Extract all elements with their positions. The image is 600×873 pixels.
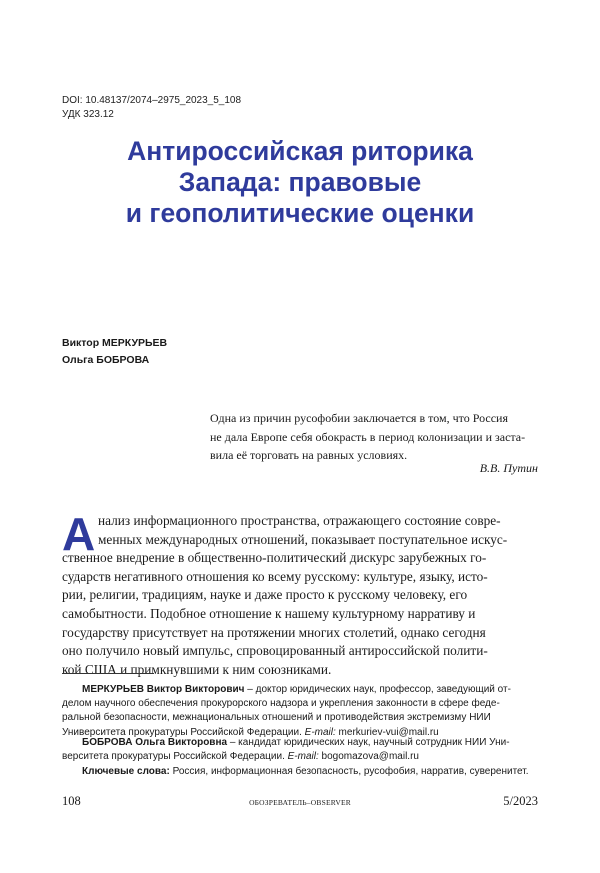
author-full-name: МЕРКУРЬЕВ Виктор Викторович (82, 684, 245, 695)
drop-cap: А (62, 508, 96, 560)
journal-name: ОБОЗРЕВАТЕЛЬ–OBSERVER (249, 798, 351, 807)
authors (62, 335, 167, 369)
email-label: E-mail: (304, 726, 336, 738)
email-address[interactable]: merkuriev-vui@mail.ru (335, 726, 439, 738)
abstract (62, 508, 538, 679)
doi: DOI: 10.48137/2074–2975_2023_5_108 (62, 95, 242, 106)
abstract-line: рии, религии, традициям, науке и даже просто к русскому человеку, его (62, 587, 468, 603)
abstract-line: нализ информационного пространства, отражающего состояние совре- (98, 513, 501, 528)
keywords-text: Россия, информационная безопасность, русофобия, нарратив, суверенитет. (169, 766, 529, 777)
author-note-text: – доктор юридических наук, профессор, заведующий от- (244, 684, 511, 695)
page-number: 108 (62, 794, 81, 808)
author-full-name: БОБРОВА Ольга Викторовна (82, 737, 228, 748)
abstract-line: государству присутствует на протяжении многих столетий, однако сегодня (62, 624, 486, 640)
footnote-divider (62, 673, 154, 674)
keywords-label: Ключевые слова: (82, 766, 170, 777)
title-line: Запада: правовые (178, 167, 422, 197)
udk-code: УДК 323.12 (62, 109, 114, 120)
author-note-merkuriev (62, 683, 538, 740)
epigraph-line: не дала Европе себя обокрасть в период колонизации и заста- (210, 429, 526, 444)
title-line: и геополитические оценки (125, 198, 475, 228)
epigraph-line: вила её торговать на равных условиях. (210, 448, 408, 462)
epigraph-line: Одна из причин русофобии заключается в том, что Россия (210, 411, 508, 425)
author-note-text: Университета прокуратуры Российской Федерации. (62, 726, 305, 738)
epigraph-author: В.В. Путин (479, 461, 538, 475)
article-title (40, 136, 560, 229)
abstract-line: оно получило новый импульс, спровоцированный антироссийской полити- (62, 643, 488, 659)
author-note-text: – кандидат юридических наук, научный сотрудник НИИ Уни- (227, 737, 510, 748)
keywords (62, 765, 538, 779)
email-label: E-mail: (287, 751, 319, 763)
abstract-line: менных международных отношений, показывает поступательное искус- (98, 531, 508, 547)
author-note-text: ральной безопасности, межнациональных отношений и противодействия экстремизму НИИ (62, 712, 491, 724)
email-address[interactable]: bogomazova@mail.ru (318, 751, 419, 763)
author-note-text: делом научного обеспечения прокурорского надзора и укрепления законности в сфере феде- (62, 698, 500, 710)
abstract-line: самобытности. Подобное отношение к нашему культурному нарративу и (62, 605, 476, 621)
abstract-line: ственное внедрение в общественно-политический дискурс зарубежных го- (62, 550, 487, 566)
author-name: Ольга БОБРОВА (62, 354, 150, 366)
abstract-line: кой США и примкнувшими к ним союзниками. (62, 661, 332, 677)
abstract-line: сударств негативного отношения ко всему русскому: культуре, языку, исто- (62, 568, 488, 584)
author-note-text: верситета прокуратуры Российской Федерации. (62, 751, 288, 763)
epigraph (210, 409, 538, 465)
author-name: Виктор МЕРКУРЬЕВ (62, 337, 168, 349)
title-line: Антироссийская риторика (127, 136, 473, 166)
issue-number: 5/2023 (503, 794, 538, 808)
author-note-bobrova (62, 736, 538, 764)
